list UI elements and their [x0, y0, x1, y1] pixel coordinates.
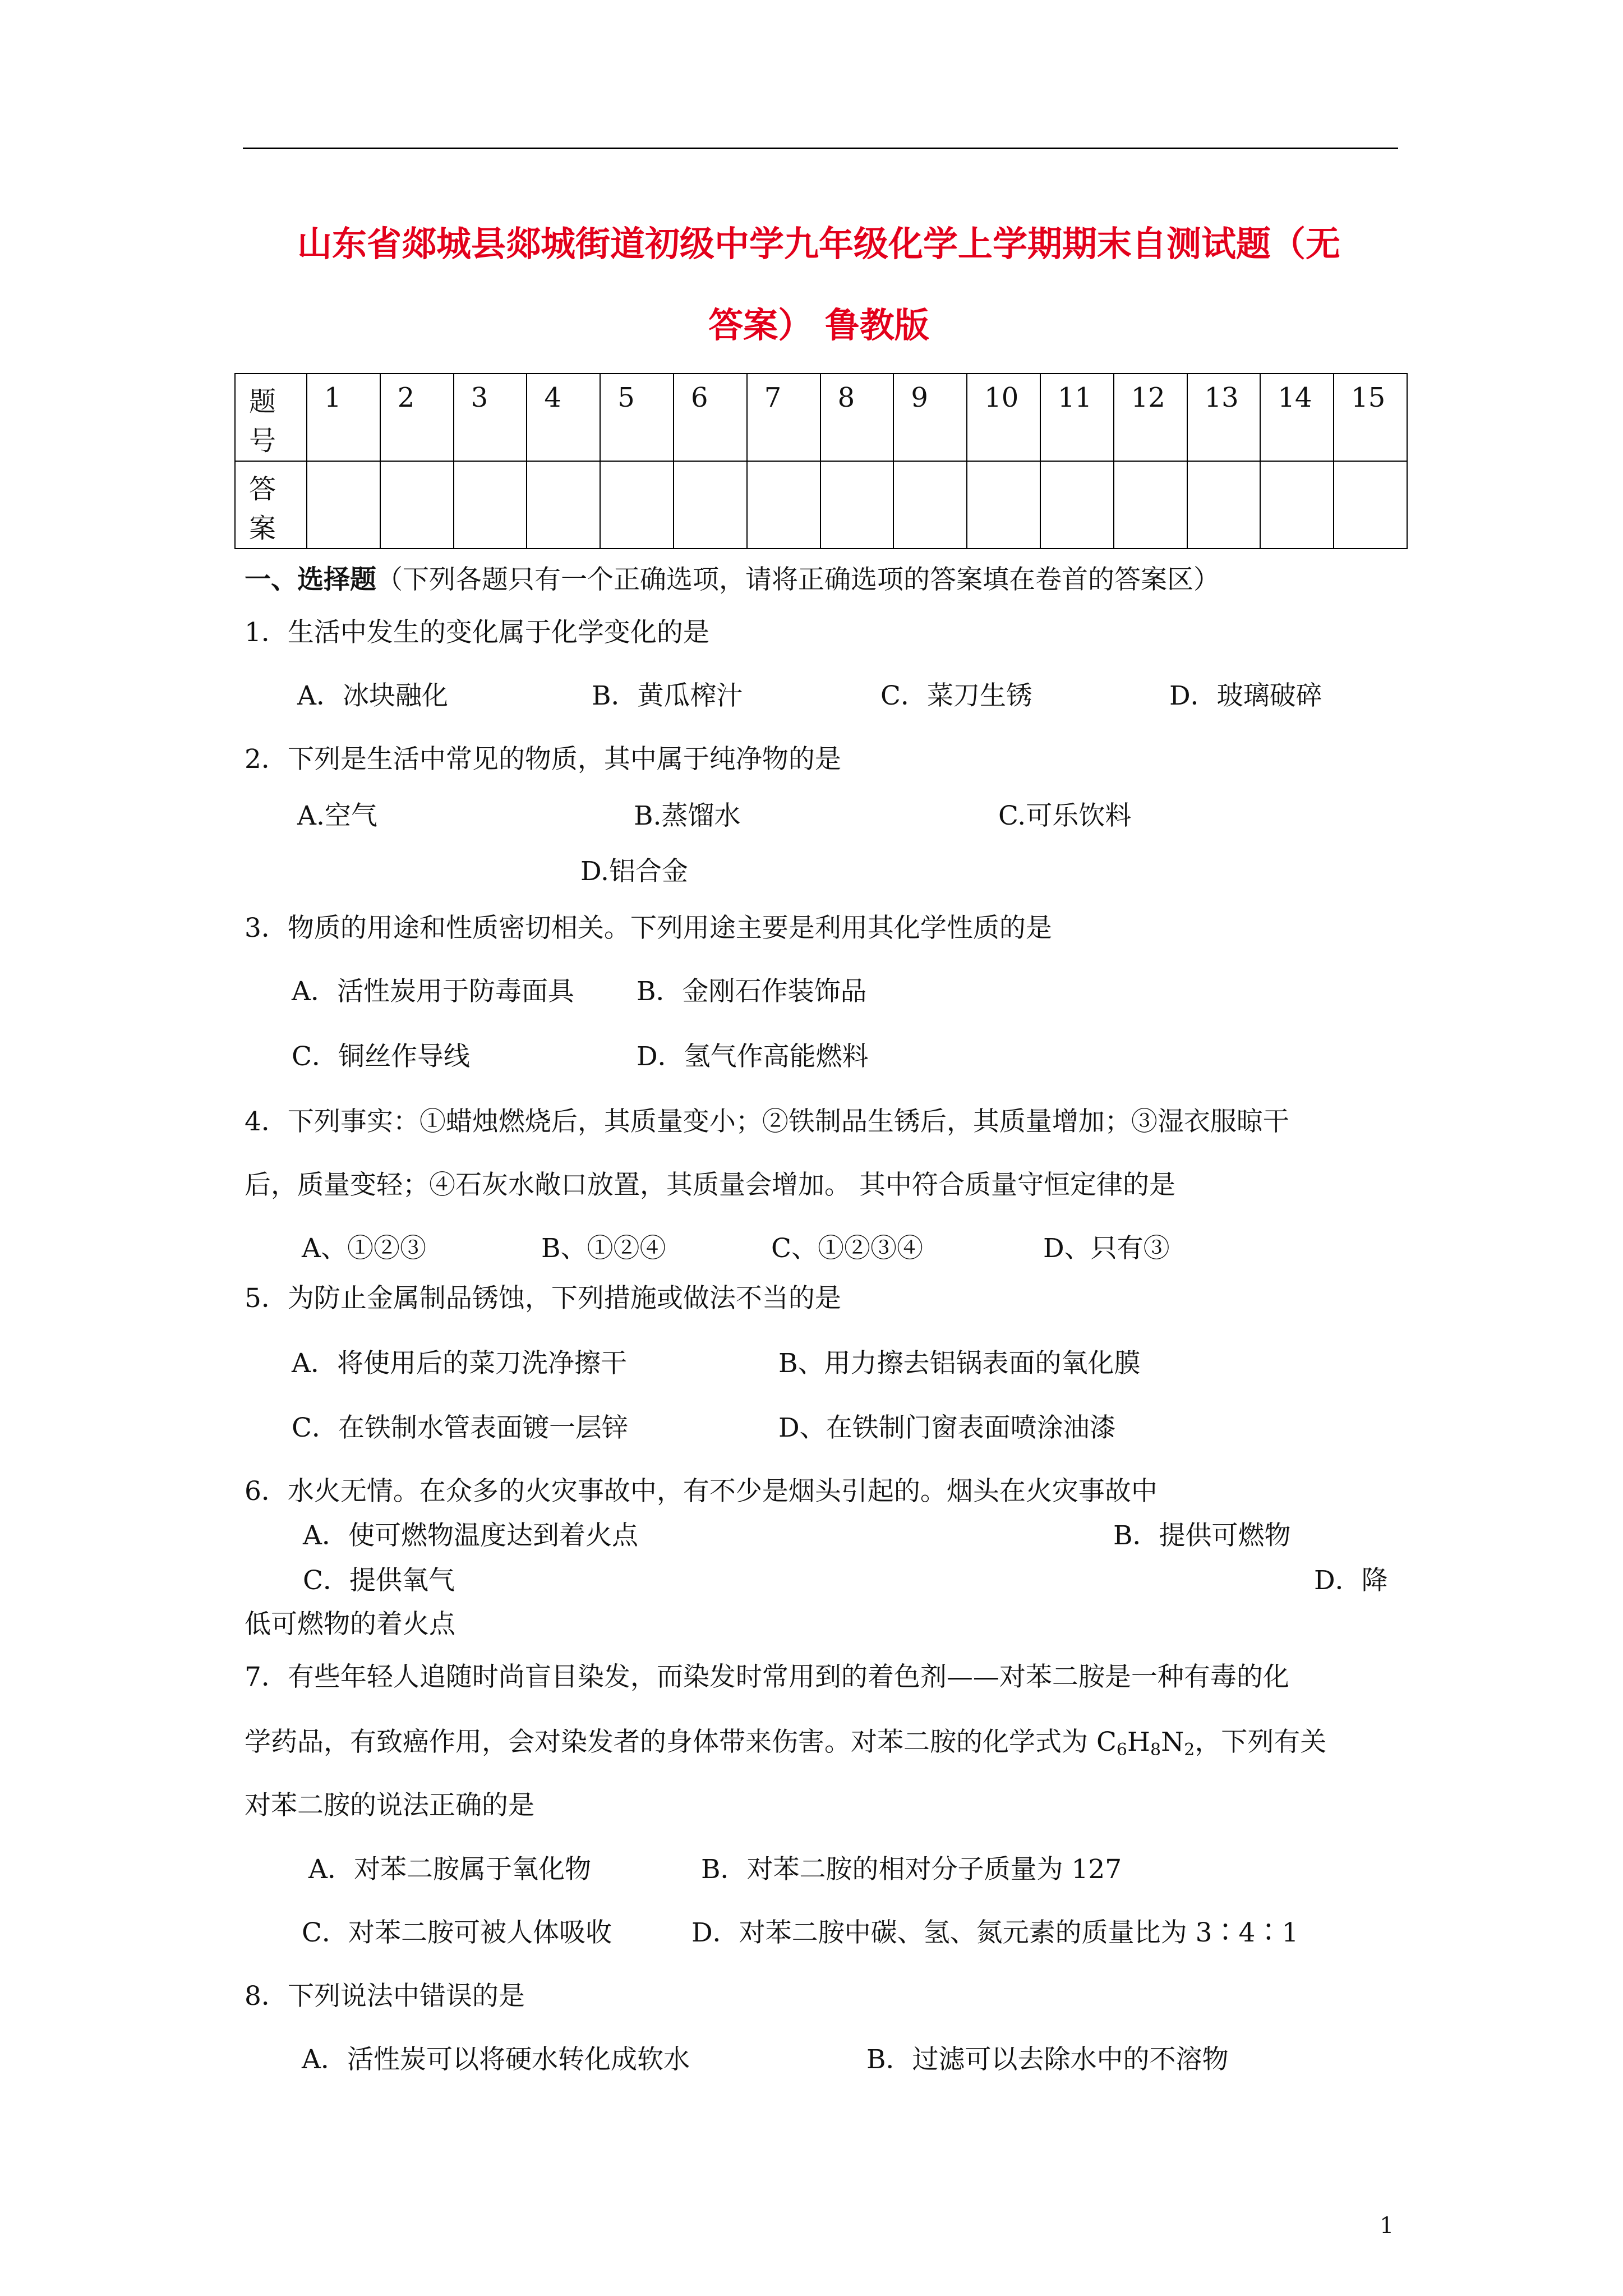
q1-option-d: D．玻璃破碎 [1169, 680, 1322, 711]
q4-stem-line-2: 后，质量变轻；④石灰水敞口放置，其质量会增加。 其中符合质量守恒定律的是 [245, 1170, 1175, 1200]
answer-cell[interactable] [600, 461, 674, 549]
row-label-answer: 答 案 [235, 461, 307, 549]
q7-stem-line-1: 7．有些年轻人追随时尚盲目染发，而染发时常用到的着色剂——对苯二胺是一种有毒的化 [245, 1662, 1289, 1692]
q2-option-b: B.蒸馏水 [634, 800, 741, 831]
q4-stem-line-1: 4．下列事实：①蜡烛燃烧后，其质量变小；②铁制品生锈后，其质量增加；③湿衣服晾干 [245, 1106, 1289, 1137]
question-number-cell: 6 [674, 374, 747, 461]
row-label-question-number: 题 号 [235, 374, 307, 461]
answer-cell[interactable] [307, 461, 380, 549]
answer-cell[interactable] [380, 461, 454, 549]
q7-option-a: A．对苯二胺属于氧化物 [308, 1854, 591, 1885]
answer-cell[interactable] [1260, 461, 1334, 549]
answer-cell[interactable] [967, 461, 1040, 549]
q3-stem: 3．物质的用途和性质密切相关。下列用途主要是利用其化学性质的是 [245, 913, 1052, 944]
q3-option-c: C．铜丝作导线 [292, 1041, 470, 1072]
answer-table [234, 373, 1408, 549]
answer-cell[interactable] [747, 461, 820, 549]
q8-option-a: A．活性炭可以将硬水转化成软水 [302, 2044, 690, 2075]
q4-option-d: D、只有③ [1043, 1233, 1170, 1264]
q6-option-b: B．提供可燃物 [1113, 1520, 1291, 1551]
answer-cell[interactable] [527, 461, 600, 549]
q7-option-b: B．对苯二胺的相对分子质量为 127 [701, 1854, 1122, 1885]
question-number-cell: 14 [1260, 374, 1334, 461]
q4-option-c: C、①②③④ [771, 1233, 923, 1264]
q6-option-a: A．使可燃物温度达到着火点 [303, 1520, 638, 1551]
q7-option-c: C．对苯二胺可被人体吸收 [302, 1917, 612, 1948]
header-rule [243, 148, 1398, 149]
question-number-cell: 5 [600, 374, 674, 461]
answer-cell[interactable] [1040, 461, 1114, 549]
answer-cell[interactable] [1114, 461, 1187, 549]
question-number-cell: 12 [1114, 374, 1187, 461]
q1-stem: 1．生活中发生的变化属于化学变化的是 [245, 617, 709, 648]
q5-stem: 5．为防止金属制品锈蚀，下列措施或做法不当的是 [245, 1283, 841, 1314]
q8-option-b: B．过滤可以去除水中的不溶物 [866, 2044, 1229, 2075]
question-number-cell: 8 [820, 374, 894, 461]
question-number-cell: 15 [1334, 374, 1407, 461]
title-line-2: 答案） 鲁教版 [708, 305, 929, 346]
q5-option-b: B、用力擦去铝锅表面的氧化膜 [778, 1348, 1141, 1379]
q2-stem: 2．下列是生活中常见的物质，其中属于纯净物的是 [245, 744, 841, 775]
answer-cell[interactable] [1334, 461, 1407, 549]
question-number-cell: 4 [527, 374, 600, 461]
answer-table-answer-row [235, 461, 1407, 549]
section-heading: 一、选择题（下列各题只有一个正确选项，请将正确选项的答案填在卷首的答案区） [245, 564, 1220, 595]
answer-cell[interactable] [1187, 461, 1261, 549]
q2-option-a: A.空气 [297, 800, 377, 831]
q1-option-a: A．冰块融化 [297, 680, 448, 711]
question-number-cell: 11 [1040, 374, 1114, 461]
q6-stem: 6．水火无情。在众多的火灾事故中，有不少是烟头引起的。烟头在火灾事故中 [245, 1476, 1158, 1507]
q6-option-d-part-1: D．降 [1314, 1565, 1388, 1596]
q4-option-b: B、①②④ [541, 1233, 666, 1264]
q8-stem: 8．下列说法中错误的是 [245, 1981, 525, 2012]
q4-option-a: A、①②③ [302, 1233, 426, 1264]
question-number-cell: 2 [380, 374, 454, 461]
question-number-cell: 3 [454, 374, 527, 461]
answer-table-number-row [235, 374, 1407, 461]
q1-option-c: C．菜刀生锈 [880, 680, 1032, 711]
q6-option-d-part-2: 低可燃物的着火点 [245, 1609, 455, 1640]
title-line-1: 山东省郯城县郯城街道初级中学九年级化学上学期期末自测试题（无 [297, 223, 1340, 264]
q7-option-d: D．对苯二胺中碳、氢、氮元素的质量比为 3∶4∶1 [691, 1917, 1299, 1948]
q6-option-c: C．提供氧气 [303, 1565, 455, 1596]
q5-option-d: D、在铁制门窗表面喷涂油漆 [778, 1412, 1116, 1443]
q2-option-c: C.可乐饮料 [998, 800, 1132, 831]
question-number-cell: 9 [893, 374, 967, 461]
q3-option-d: D．氢气作高能燃料 [637, 1041, 869, 1072]
question-number-cell: 1 [307, 374, 380, 461]
answer-cell[interactable] [674, 461, 747, 549]
q3-option-a: A．活性炭用于防毒面具 [292, 976, 574, 1007]
q5-option-c: C．在铁制水管表面镀一层锌 [292, 1412, 628, 1443]
question-number-cell: 7 [747, 374, 820, 461]
answer-cell[interactable] [454, 461, 527, 549]
q7-stem-line-2: 学药品，有致癌作用，会对染发者的身体带来伤害。对苯二胺的化学式为 $C_6H_8N_2$，下列有关 [245, 1727, 1327, 1760]
q7-stem-line-3: 对苯二胺的说法正确的是 [245, 1790, 534, 1821]
q5-option-a: A．将使用后的菜刀洗净擦干 [292, 1348, 627, 1379]
q2-option-d: D.铝合金 [580, 856, 688, 887]
page-number: 1 [1380, 2213, 1394, 2239]
answer-cell[interactable] [893, 461, 967, 549]
question-number-cell: 13 [1187, 374, 1261, 461]
q1-option-b: B．黄瓜榨汁 [592, 680, 743, 711]
answer-cell[interactable] [820, 461, 894, 549]
q3-option-b: B．金刚石作装饰品 [637, 976, 867, 1007]
question-number-cell: 10 [967, 374, 1040, 461]
